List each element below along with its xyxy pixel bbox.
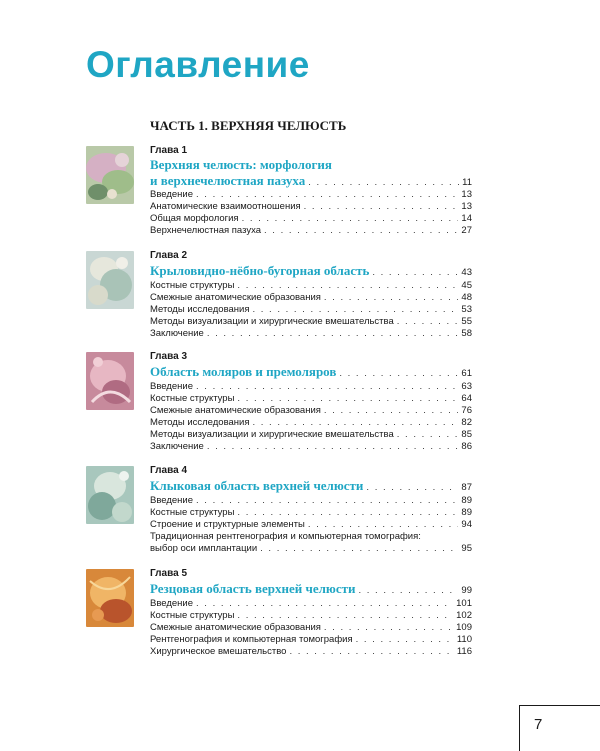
- chapter-1-title[interactable]: Верхняя челюсть: морфология: [150, 157, 332, 172]
- toc-entry[interactable]: Смежные анатомические образования . . . 109: [150, 622, 472, 634]
- toc-entry[interactable]: Введение . . . 101: [150, 598, 472, 610]
- toc-entry[interactable]: Введение . . . 89: [150, 495, 472, 507]
- chapter-4-thumbnail: [86, 466, 134, 524]
- toc-entry[interactable]: Методы исследования . . . 53: [150, 304, 472, 316]
- chapter-3-label: Глава 3: [150, 351, 188, 362]
- chapter-3-thumbnail: [86, 352, 134, 410]
- toc-entry[interactable]: Общая морфология . . . 14: [150, 213, 472, 225]
- toc-entry[interactable]: Введение . . . 63: [150, 381, 472, 393]
- chapter-1-label: Глава 1: [150, 145, 188, 156]
- toc-entry[interactable]: Методы визуализации и хирургические вмешательства . . . 55: [150, 316, 472, 328]
- toc-entry[interactable]: Смежные анатомические образования . . . 48: [150, 292, 472, 304]
- chapter-3-title[interactable]: Область моляров и премоляров . . . 61: [150, 364, 472, 380]
- toc-entry[interactable]: Костные структуры . . . 102: [150, 610, 472, 622]
- toc-entry[interactable]: выбор оси имплантации . . . 95: [150, 543, 472, 555]
- toc-entry[interactable]: Методы исследования . . . 82: [150, 417, 472, 429]
- toc-entry[interactable]: Хирургическое вмешательство . . . 116: [150, 646, 472, 658]
- part-heading: ЧАСТЬ 1. ВЕРХНЯЯ ЧЕЛЮСТЬ: [150, 118, 347, 133]
- chapter-5-label: Глава 5: [150, 568, 188, 579]
- toc-entry[interactable]: Костные структуры . . . 45: [150, 280, 472, 292]
- chapter-5-title[interactable]: Резцовая область верхней челюсти . . . 99: [150, 581, 472, 597]
- toc-entry[interactable]: Методы визуализации и хирургические вмешательства . . . 85: [150, 429, 472, 441]
- chapter-1-title-line2[interactable]: и верхнечелюстная пазуха . . . 11: [150, 173, 472, 189]
- chapter-2-label: Глава 2: [150, 250, 188, 261]
- toc-entry[interactable]: Заключение . . . 58: [150, 328, 472, 340]
- toc-entry[interactable]: Строение и структурные элементы . . . 94: [150, 519, 472, 531]
- chapter-2-thumbnail: [86, 251, 134, 309]
- chapter-4-label: Глава 4: [150, 465, 188, 476]
- page-number: 7: [534, 716, 543, 733]
- chapter-1-thumbnail: [86, 146, 134, 204]
- toc-entry[interactable]: Смежные анатомические образования . . . 76: [150, 405, 472, 417]
- toc-entry[interactable]: Верхнечелюстная пазуха . . . 27: [150, 225, 472, 237]
- chapter-2-title[interactable]: Крыловидно-нёбно-бугорная область . . . 43: [150, 263, 472, 279]
- chapter-4-title[interactable]: Клыковая область верхней челюсти . . . 87: [150, 478, 472, 494]
- toc-entry-line1[interactable]: Традиционная рентгенография и компьютерная томография:: [150, 531, 421, 542]
- page-number-frame: [519, 705, 600, 751]
- toc-entry[interactable]: Анатомические взаимоотношения . . . 13: [150, 201, 472, 213]
- toc-entry[interactable]: Заключение . . . 86: [150, 441, 472, 453]
- toc-entry[interactable]: Костные структуры . . . 89: [150, 507, 472, 519]
- toc-entry[interactable]: Костные структуры . . . 64: [150, 393, 472, 405]
- toc-entry[interactable]: Рентгенография и компьютерная томография . . . 110: [150, 634, 472, 646]
- page-title: Оглавление: [86, 44, 310, 85]
- toc-entry[interactable]: Введение . . . 13: [150, 189, 472, 201]
- chapter-5-thumbnail: [86, 569, 134, 627]
